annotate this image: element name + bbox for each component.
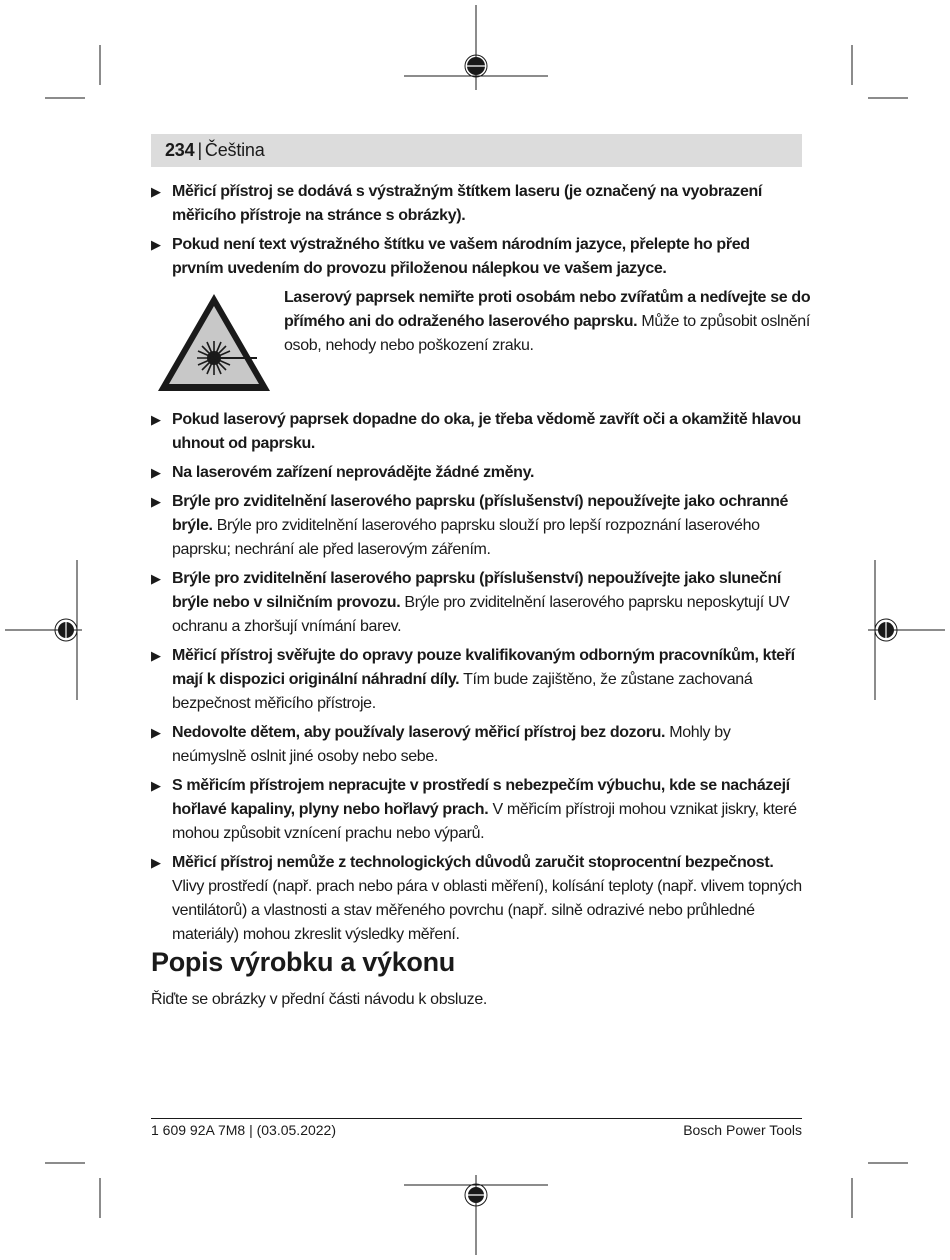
bullet-arrow-icon: ▶ bbox=[151, 465, 161, 480]
warning-item bbox=[151, 567, 802, 639]
warning-normal-text: Vlivy prostředí (např. prach nebo pára v oblasti měření), kolísání teploty (např. vlivem topných ventilátorů) a vlastnosti a stav měřeného povrchu (např. silně odrazivé nebo průhledné materiály) mohou zkreslit výsledky měření. bbox=[172, 878, 802, 943]
laser-warning-box bbox=[172, 286, 811, 394]
warning-bold-text: S měřicím přístrojem nepracujte v prostředí s nebezpečím výbuchu, kde se nacházejí hořlavé kapaliny, plyny nebo hořlavý prach. bbox=[172, 777, 790, 818]
laser-warning-text bbox=[284, 286, 824, 358]
safety-instructions bbox=[151, 180, 811, 952]
warning-item bbox=[151, 721, 802, 769]
bullet-arrow-icon: ▶ bbox=[151, 778, 161, 793]
bullet-arrow-icon: ▶ bbox=[151, 725, 161, 740]
warning-bold-text: Na laserovém zařízení neprovádějte žádné změny. bbox=[172, 464, 535, 481]
warning-item bbox=[151, 851, 802, 947]
bullet-arrow-icon: ▶ bbox=[151, 184, 161, 199]
footer-document-id: 1 609 92A 7M8 | (03.05.2022) bbox=[151, 1122, 336, 1138]
section-title: Popis výrobku a výkonu bbox=[151, 947, 455, 977]
bullet-arrow-icon: ▶ bbox=[151, 855, 161, 870]
footer-divider bbox=[151, 1118, 802, 1119]
bullet-arrow-icon: ▶ bbox=[151, 648, 161, 663]
warning-item bbox=[151, 644, 802, 716]
bullet-arrow-icon: ▶ bbox=[151, 494, 161, 509]
warning-normal-text: Brýle pro zviditelnění laserového paprsku neposkytují UV ochranu a zhoršují vnímání barev. bbox=[172, 594, 790, 635]
header-separator: | bbox=[197, 140, 202, 160]
warning-normal-text: Mohly by neúmyslně oslnit jiné osoby nebo sebe. bbox=[172, 724, 731, 765]
warning-bold-text: Brýle pro zviditelnění laserového paprsku (příslušenství) nepoužívejte jako sluneční brýle nebo v silničním provozu. bbox=[172, 570, 781, 611]
warning-normal-text: V měřicím přístroji mohou vznikat jiskry, které mohou způsobit vznícení prachu nebo výparů. bbox=[172, 801, 797, 842]
warning-normal-text: Tím bude zajištěno, že zůstane zachovaná bezpečnost měřicího přístroje. bbox=[172, 671, 753, 712]
warning-item bbox=[151, 774, 802, 846]
warning-bold-text: Měřicí přístroj se dodává s výstražným štítkem laseru (je označený na vyobrazení měřicího přístroje na stránce s obrázky). bbox=[172, 183, 763, 224]
warning-bold-text: Brýle pro zviditelnění laserového paprsku (příslušenství) nepoužívejte jako ochranné brýle. bbox=[172, 493, 789, 534]
bullet-arrow-icon: ▶ bbox=[151, 571, 161, 586]
page-header bbox=[151, 134, 802, 167]
warning-normal-text: Brýle pro zviditelnění laserového paprsku slouží pro lepší rozpoznání laserového paprsku; nechrání ale před laserovým zářením. bbox=[172, 517, 760, 558]
warning-item bbox=[151, 461, 802, 485]
laser-warning-bold: Laserový paprsek nemiřte proti osobám nebo zvířatům a nedívejte se do přímého ani do odraženého laserového paprsku. bbox=[284, 289, 811, 330]
warning-item bbox=[151, 180, 802, 228]
bullet-arrow-icon: ▶ bbox=[151, 237, 161, 252]
warning-bold-text: Měřicí přístroj nemůže z technologických důvodů zaručit stoprocentní bezpečnost. bbox=[172, 854, 774, 871]
section-text: Řiďte se obrázky v přední části návodu k obsluze. bbox=[151, 991, 487, 1008]
warning-item bbox=[151, 490, 802, 562]
warning-bold-text: Pokud není text výstražného štítku ve vašem národním jazyce, přelepte ho před prvním uvedením do provozu přiloženou nálepkou ve vašem jazyce. bbox=[172, 236, 750, 277]
page-number: 234 bbox=[165, 140, 195, 160]
laser-warning-triangle-icon bbox=[155, 291, 273, 395]
warning-item bbox=[151, 233, 802, 281]
laser-warning-normal: Může to způsobit oslnění osob, nehody nebo poškození zraku. bbox=[284, 313, 810, 354]
header-language: Čeština bbox=[204, 140, 265, 160]
warning-bold-text: Nedovolte dětem, aby používaly laserový měřicí přístroj bez dozoru. bbox=[172, 724, 666, 741]
warning-bold-text: Pokud laserový paprsek dopadne do oka, je třeba vědomě zavřít oči a okamžitě hlavou uhnout od paprsku. bbox=[172, 411, 801, 452]
warning-item bbox=[151, 408, 802, 456]
warning-bold-text: Měřicí přístroj svěřujte do opravy pouze kvalifikovaným odborným pracovníkům, kteří mají k dispozici originální náhradní díly. bbox=[172, 647, 795, 688]
bullet-arrow-icon: ▶ bbox=[151, 412, 161, 427]
footer-brand: Bosch Power Tools bbox=[683, 1122, 802, 1138]
